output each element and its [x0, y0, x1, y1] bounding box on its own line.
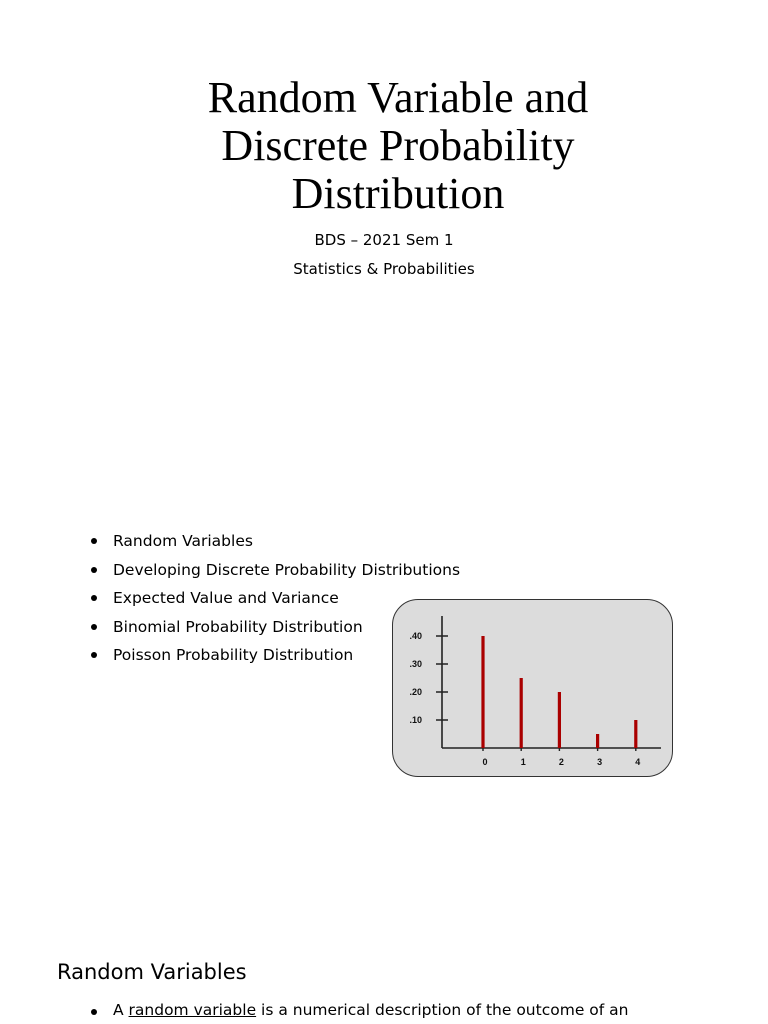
title-line-2: Discrete Probability [221, 121, 575, 170]
x-tick-label: 3 [597, 757, 603, 767]
y-tick-label: .10 [409, 715, 422, 725]
slide-title [0, 74, 768, 218]
probability-chart [392, 599, 673, 777]
definition-term: random variable [128, 1001, 257, 1019]
probability-bar [481, 636, 484, 748]
agenda-item: Poisson Probability Distribution [88, 644, 460, 673]
title-line-1: Random Variable and [207, 73, 589, 122]
y-tick-label: .20 [409, 687, 422, 697]
definition-suffix: is a numerical description of the outcome of an [256, 1001, 629, 1019]
agenda-item: Developing Discrete Probability Distributions [88, 559, 460, 588]
probability-chart-svg [393, 600, 673, 777]
course-code: BDS – 2021 Sem 1 [314, 231, 454, 249]
agenda-item: Random Variables [88, 530, 460, 559]
probability-bar [596, 734, 599, 748]
probability-bar [558, 692, 561, 748]
x-tick-label: 0 [482, 757, 488, 767]
probability-bar [634, 720, 637, 748]
probability-bar [520, 678, 523, 748]
y-tick-label: .40 [409, 631, 422, 641]
title-line-3: Distribution [291, 169, 505, 218]
definition-prefix: A [113, 1001, 129, 1019]
agenda-item: Expected Value and Variance [88, 587, 460, 616]
x-tick-label: 4 [635, 757, 641, 767]
y-tick-label: .30 [409, 659, 422, 669]
agenda-item: Binomial Probability Distribution [88, 616, 460, 645]
x-tick-label: 1 [520, 757, 526, 767]
course-name: Statistics & Probabilities [293, 260, 475, 278]
section-heading: Random Variables [57, 960, 247, 984]
x-tick-label: 2 [558, 757, 564, 767]
definition-text [88, 1001, 628, 1019]
